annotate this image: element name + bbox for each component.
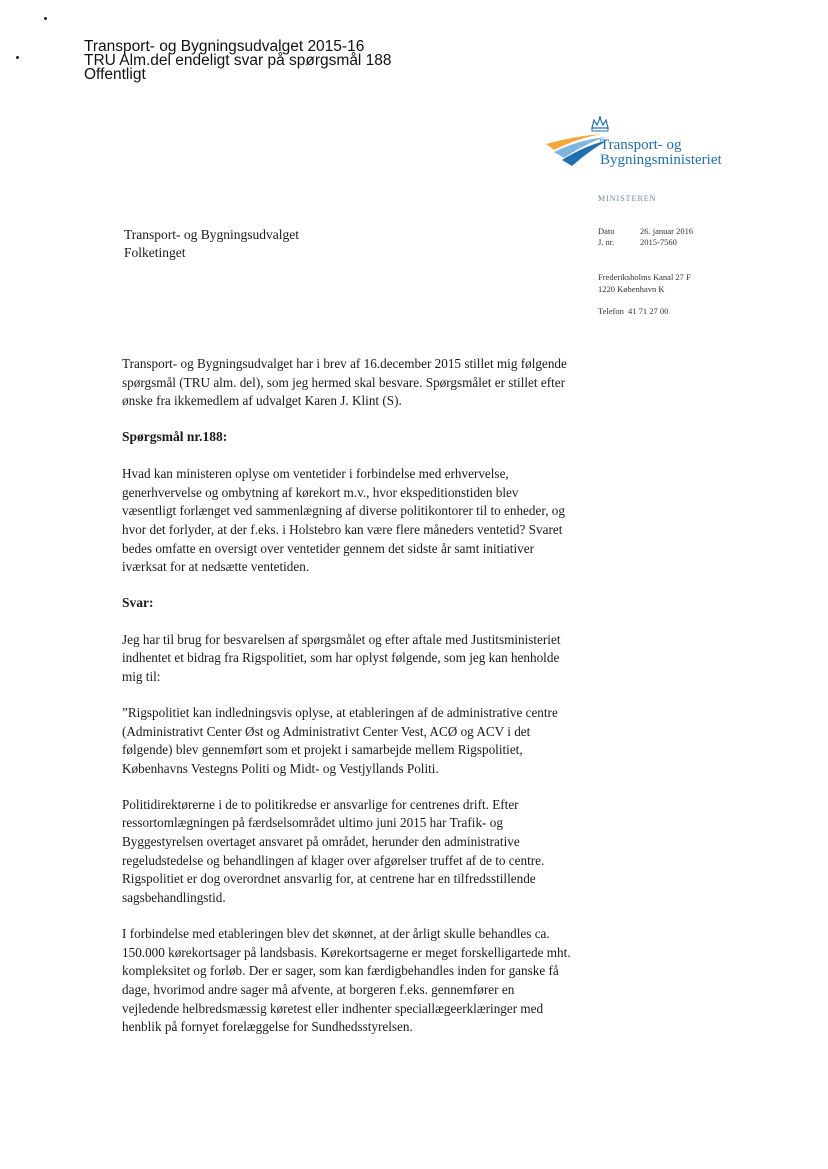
swoosh-icon [546,134,608,166]
date-label: Dato [598,226,615,236]
address-block [598,271,691,295]
answer-heading: Svar: [122,595,154,611]
address-line1: Frederiksholms Kanal 27 F [598,272,691,282]
stamp-line-committee: Transport- og Bygningsudvalget 2015-16 [84,38,365,55]
answer-paragraph-2: ”Rigspolitiet kan indledningsvis oplyse, at etableringen af de administrative centre (Administrativt Center Øst og Administrativt Center Vest, ACØ og ACV i det følgende) blev gennemført som et projekt i samarbejde mellem Rigspolitiet, Københavns Vestegns Politi og Midt- og Vestjyllands Politi. [122,704,558,776]
letter-meta [598,226,693,248]
phone-label: Telefon [598,306,624,316]
crown-icon [592,116,608,131]
phone-row [598,306,668,316]
intro-paragraph: Transport- og Bygningsudvalget har i brev af 16.december 2015 stillet mig følgende spørgsmål (TRU alm. del), som jeg hermed skal besvare. Spørgsmålet er stillet efter ønske fra ikkemedlem af udvalget Karen J. Klint (S). [122,356,567,409]
scan-speck [16,56,19,59]
jnr-label: J. nr. [598,237,615,247]
address-line2: 1220 København K [598,284,665,294]
date-row [598,226,693,237]
recipient-block [124,226,299,262]
answer-paragraph-4: I forbindelse med etableringen blev det skønnet, at der årligt skulle behandles ca. 150.000 kørekortsager på landsbasis. Kørekortsagerne er meget forskelligartede mht. kompleksitet og forløb. Der er sager, som kan færdigbehandles inden for ganske få dage, hvorimod andre sager må afvente, at borgeren f.eks. gennemfører en vejledende helbredsmæssig køretest eller indhenter speciallægeerklæringer med henblik på fornyet forelæggelse for Sundhedsstyrelsen. [122,925,571,1035]
recipient-line2: Folketinget [124,245,186,260]
stamp-line-reference: TRU Alm.del endeligt svar på spørgsmål 188 [84,52,392,69]
jnr-row [598,237,693,248]
scan-speck [44,17,47,20]
recipient-line1: Transport- og Bygningsudvalget [124,227,299,242]
date-value: 26. januar 2016 [640,226,694,236]
document-stamp [84,40,392,82]
answer-paragraph-1: Jeg har til brug for besvarelsen af spørgsmålet og efter aftale med Justitsministeriet indhentet et bidrag fra Rigspolitiet, som har oplyst følgende, som jeg kan henholde mig til: [122,631,561,685]
department-label: MINISTEREN [598,194,657,203]
letter-body [122,355,572,1054]
ministry-name [600,138,722,168]
phone-value: 41 71 27 00 [628,306,669,316]
ministry-name-line1: Transport- og [600,137,682,153]
jnr-value: 2015-7560 [640,237,677,247]
ministry-name-line2: Bygningsministeriet [600,152,722,168]
answer-paragraph-3: Politidirektørerne i de to politikredse er ansvarlige for centrenes drift. Efter ressortomlægningen på færdselsområdet ultimo juni 2015 har Trafik- og Byggestyrelsen overtaget ansvaret på området, herunder den administrative regeludstedelse og behandlingen af klager over afgørelser truffet af de to centre. Rigspolitiet er dog overordnet ansvarlig for, at centrene har en tilfredsstillende sagsbehandlingstid. [122,796,545,906]
question-paragraph: Hvad kan ministeren oplyse om ventetider i forbindelse med erhvervelse, generhvervelse og ombytning af kørekort m.v., hvor ekspeditionstiden blev væsentligt forlænget ved sammenlægning af diverse politikontorer til to enheder, og hvor det forlyder, at der f.eks. i Holstebro kan være flere måneders ventetid? Svaret bedes omfatte en oversigt over ventetider gennem det sidste år samt initiativer iværksat for at nedsætte ventetiden. [122,465,565,575]
question-heading: Spørgsmål nr.188: [122,429,228,445]
stamp-line-status: Offentligt [84,66,146,83]
